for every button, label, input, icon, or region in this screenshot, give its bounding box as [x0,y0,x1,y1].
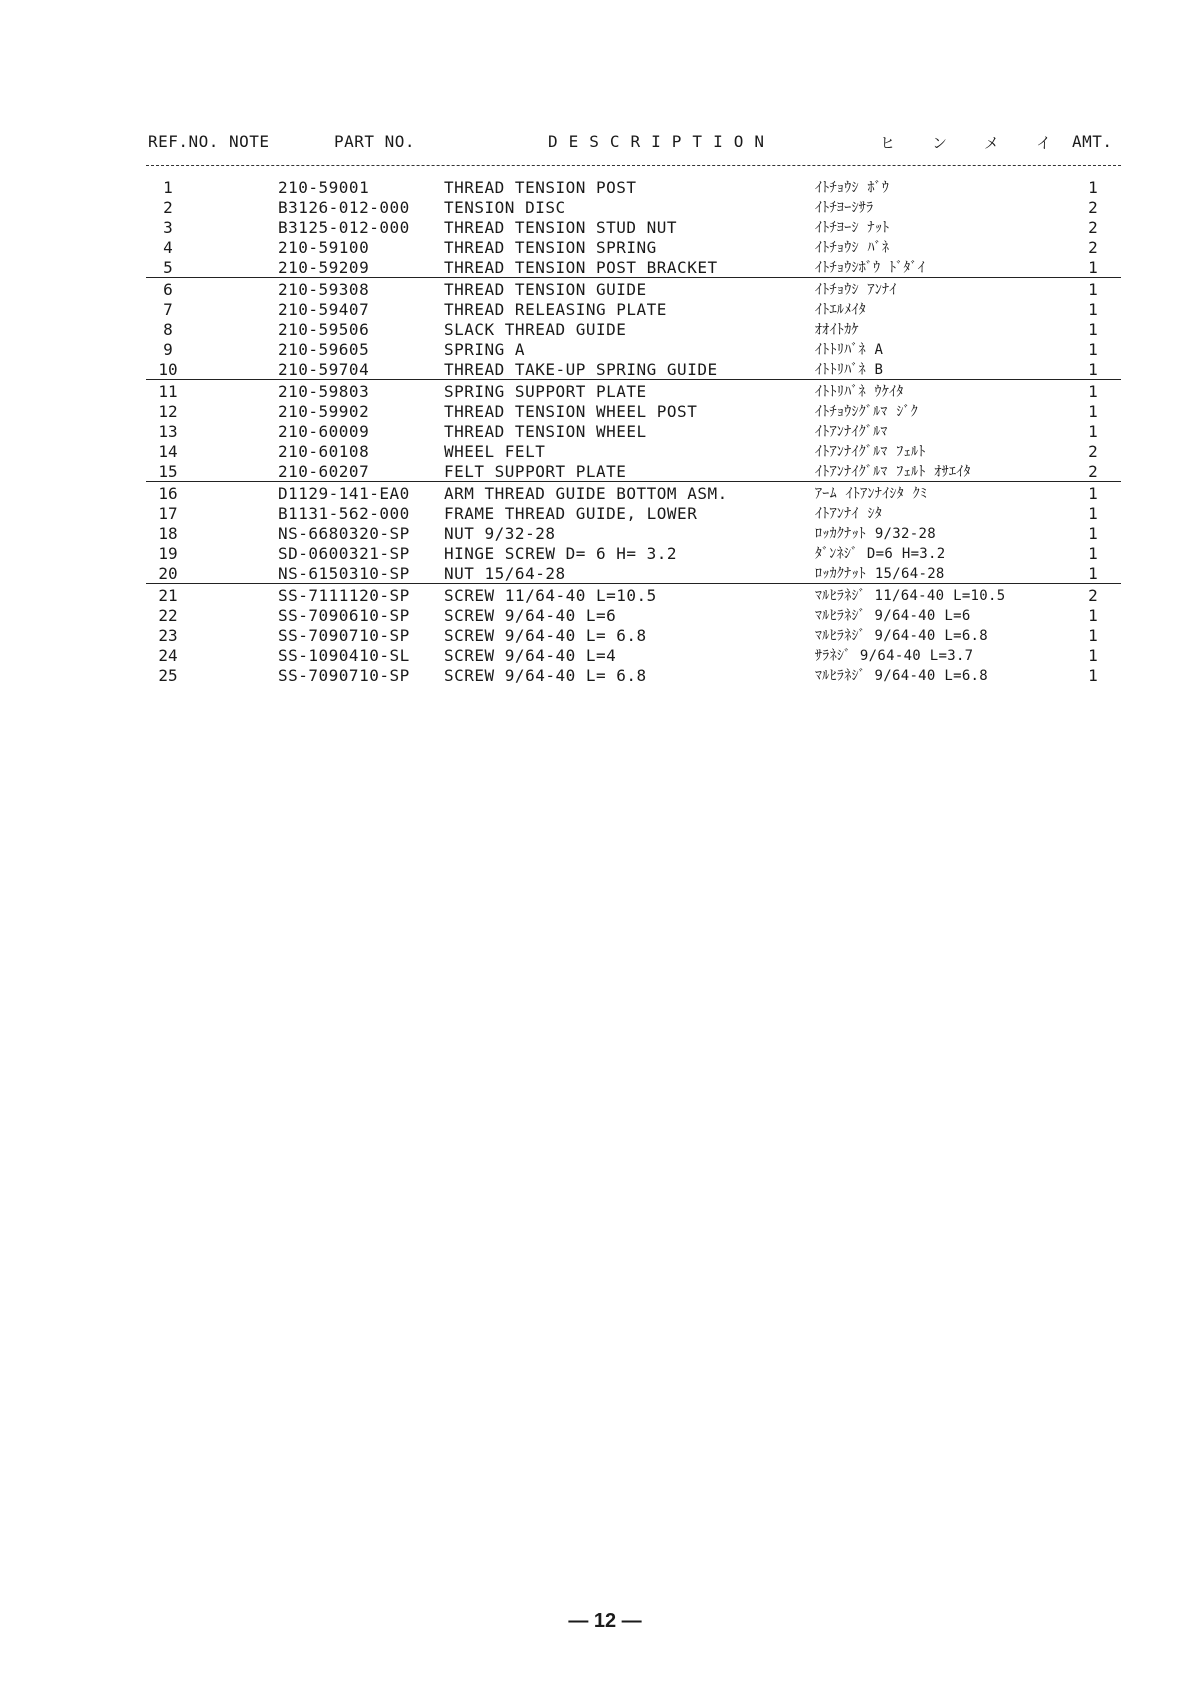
table-row [0,484,1190,504]
description-cell: SCREW 9/64-40 L= 6.8 [444,626,647,645]
header-amt: AMT. [1072,132,1113,151]
ref-no-cell: 9 [163,340,173,359]
part-no-cell: SD-0600321-SP [278,544,410,563]
table-row [0,666,1190,686]
kana-name-cell: ｲﾄﾄﾘﾊﾞﾈ A [815,342,884,358]
part-no-cell: NS-6680320-SP [278,524,410,543]
kana-name-cell: ﾏﾙﾋﾗﾈｼﾞ 11/64-40 L=10.5 [815,588,1006,604]
ref-no-cell: 7 [163,300,173,319]
header-hinmei: ヒ ン メ イ [880,134,1066,152]
amount-cell: 1 [1088,524,1098,543]
ref-no-cell: 23 [158,626,178,645]
amount-cell: 1 [1088,646,1098,665]
kana-name-cell: ｲﾄﾁﾖｰｼ ﾅｯﾄ [815,220,890,236]
kana-name-cell: ｲﾄｱﾝﾅｲｸﾞﾙﾏ ﾌｪﾙﾄ [815,444,926,460]
header-part-no: PART NO. [334,132,416,151]
group-separator [146,379,1121,380]
amount-cell: 1 [1088,178,1098,197]
amount-cell: 1 [1088,626,1098,645]
description-cell: THREAD TAKE-UP SPRING GUIDE [444,360,718,379]
part-no-cell: 210-60009 [278,422,370,441]
description-cell: SPRING SUPPORT PLATE [444,382,647,401]
part-no-cell: SS-1090410-SL [278,646,410,665]
kana-name-cell: ｲﾄｱﾝﾅｲｸﾞﾙﾏ [815,424,888,440]
part-no-cell: 210-60108 [278,442,370,461]
ref-no-cell: 6 [163,280,173,299]
header-dashed-rule [146,165,1121,166]
ref-no-cell: 3 [163,218,173,237]
ref-no-cell: 15 [158,462,178,481]
kana-name-cell: ｲﾄﾁﾖｰｼｻﾗ [815,200,874,216]
group-separator [146,277,1121,278]
amount-cell: 1 [1088,340,1098,359]
description-cell: SCREW 9/64-40 L= 6.8 [444,666,647,685]
table-row [0,564,1190,584]
amount-cell: 2 [1088,238,1098,257]
description-cell: ARM THREAD GUIDE BOTTOM ASM. [444,484,728,503]
table-row [0,280,1190,300]
description-cell: SLACK THREAD GUIDE [444,320,627,339]
kana-name-cell: ｲﾄﾄﾘﾊﾞﾈ B [815,362,884,378]
part-no-cell: 210-59100 [278,238,370,257]
table-row [0,442,1190,462]
part-no-cell: B3125-012-000 [278,218,410,237]
table-row [0,646,1190,666]
table-row [0,544,1190,564]
part-no-cell: 210-59704 [278,360,370,379]
amount-cell: 1 [1088,504,1098,523]
ref-no-cell: 14 [158,442,178,461]
part-no-cell: NS-6150310-SP [278,564,410,583]
part-no-cell: 210-59605 [278,340,370,359]
part-no-cell: SS-7090710-SP [278,666,410,685]
description-cell: THREAD TENSION GUIDE [444,280,647,299]
description-cell: THREAD TENSION POST BRACKET [444,258,718,277]
part-no-cell: SS-7111120-SP [278,586,410,605]
part-no-cell: 210-59407 [278,300,370,319]
kana-name-cell: ｲﾄｱﾝﾅｲｸﾞﾙﾏ ﾌｪﾙﾄ ｵｻｴｲﾀ [815,464,971,480]
part-no-cell: SS-7090610-SP [278,606,410,625]
description-cell: HINGE SCREW D= 6 H= 3.2 [444,544,678,563]
ref-no-cell: 4 [163,238,173,257]
kana-name-cell: ｲﾄﾁｮｳｼ ｱﾝﾅｲ [815,282,897,298]
header-note: NOTE [229,132,270,151]
amount-cell: 1 [1088,360,1098,379]
part-no-cell: SS-7090710-SP [278,626,410,645]
amount-cell: 1 [1088,606,1098,625]
kana-name-cell: ｲﾄｱﾝﾅｲ ｼﾀ [815,506,883,522]
table-row [0,198,1190,218]
part-no-cell: D1129-141-EA0 [278,484,410,503]
amount-cell: 1 [1088,280,1098,299]
part-no-cell: 210-59001 [278,178,370,197]
part-no-cell: B3126-012-000 [278,198,410,217]
table-row [0,258,1190,278]
amount-cell: 1 [1088,666,1098,685]
kana-name-cell: ｱｰﾑ ｲﾄｱﾝﾅｲｼﾀ ｸﾐ [815,486,928,502]
table-row [0,360,1190,380]
amount-cell: 1 [1088,484,1098,503]
table-row [0,382,1190,402]
table-row [0,178,1190,198]
ref-no-cell: 1 [163,178,173,197]
amount-cell: 1 [1088,382,1098,401]
page-number: — 12 — [568,1610,642,1632]
part-no-cell: 210-59209 [278,258,370,277]
header-ref-no: REF.NO. [148,132,219,151]
ref-no-cell: 25 [158,666,178,685]
description-cell: THREAD TENSION SPRING [444,238,657,257]
description-cell: THREAD TENSION STUD NUT [444,218,678,237]
description-cell: NUT 9/32-28 [444,524,556,543]
ref-no-cell: 18 [158,524,178,543]
header-description: DESCRIPTION [548,132,775,151]
amount-cell: 1 [1088,300,1098,319]
ref-no-cell: 16 [158,484,178,503]
group-separator [146,583,1121,584]
table-row [0,402,1190,422]
amount-cell: 2 [1088,218,1098,237]
description-cell: SCREW 9/64-40 L=4 [444,646,617,665]
kana-name-cell: ﾛｯｶｸﾅｯﾄ 15/64-28 [815,566,945,582]
table-row [0,586,1190,606]
amount-cell: 2 [1088,586,1098,605]
amount-cell: 2 [1088,442,1098,461]
amount-cell: 2 [1088,462,1098,481]
ref-no-cell: 10 [158,360,178,379]
description-cell: THREAD TENSION WHEEL [444,422,647,441]
part-no-cell: 210-59803 [278,382,370,401]
ref-no-cell: 22 [158,606,178,625]
amount-cell: 1 [1088,564,1098,583]
kana-name-cell: ｲﾄﾁｮｳｼﾎﾞｳ ﾄﾞﾀﾞｲ [815,260,926,276]
description-cell: SCREW 9/64-40 L=6 [444,606,617,625]
description-cell: THREAD RELEASING PLATE [444,300,667,319]
ref-no-cell: 11 [158,382,178,401]
amount-cell: 1 [1088,422,1098,441]
table-row [0,320,1190,340]
description-cell: NUT 15/64-28 [444,564,566,583]
description-cell: FRAME THREAD GUIDE, LOWER [444,504,698,523]
kana-name-cell: ｲﾄﾄﾘﾊﾞﾈ ｳｹｲﾀ [815,384,904,400]
part-no-cell: 210-59308 [278,280,370,299]
kana-name-cell: ﾏﾙﾋﾗﾈｼﾞ 9/64-40 L=6 [815,608,971,624]
part-no-cell: 210-59506 [278,320,370,339]
table-row [0,340,1190,360]
ref-no-cell: 19 [158,544,178,563]
kana-name-cell: ｵｵｲﾄｶｹ [815,322,859,338]
table-row [0,238,1190,258]
amount-cell: 1 [1088,544,1098,563]
table-row [0,626,1190,646]
description-cell: SCREW 11/64-40 L=10.5 [444,586,657,605]
ref-no-cell: 5 [163,258,173,277]
kana-name-cell: ﾏﾙﾋﾗﾈｼﾞ 9/64-40 L=6.8 [815,668,989,684]
description-cell: SPRING A [444,340,526,359]
ref-no-cell: 2 [163,198,173,217]
ref-no-cell: 8 [163,320,173,339]
kana-name-cell: ｲﾄﾁｮｳｼ ﾊﾞﾈ [815,240,890,256]
part-no-cell: 210-59902 [278,402,370,421]
ref-no-cell: 13 [158,422,178,441]
table-row [0,422,1190,442]
kana-name-cell: ﾀﾞﾝﾈｼﾞ D=6 H=3.2 [815,546,946,562]
ref-no-cell: 21 [158,586,178,605]
part-no-cell: 210-60207 [278,462,370,481]
table-row [0,300,1190,320]
amount-cell: 1 [1088,402,1098,421]
table-row [0,504,1190,524]
ref-no-cell: 17 [158,504,178,523]
table-row [0,218,1190,238]
description-cell: TENSION DISC [444,198,566,217]
kana-name-cell: ﾛｯｶｸﾅｯﾄ 9/32-28 [815,526,936,542]
part-no-cell: B1131-562-000 [278,504,410,523]
table-row [0,606,1190,626]
amount-cell: 1 [1088,258,1098,277]
amount-cell: 1 [1088,320,1098,339]
amount-cell: 2 [1088,198,1098,217]
description-cell: THREAD TENSION POST [444,178,637,197]
kana-name-cell: ﾏﾙﾋﾗﾈｼﾞ 9/64-40 L=6.8 [815,628,989,644]
description-cell: THREAD TENSION WHEEL POST [444,402,698,421]
kana-name-cell: ｲﾄｴﾙﾒｲﾀ [815,302,867,318]
ref-no-cell: 12 [158,402,178,421]
table-row [0,524,1190,544]
group-separator [146,481,1121,482]
kana-name-cell: ｲﾄﾁｮｳｼ ﾎﾞｳ [815,180,890,196]
ref-no-cell: 24 [158,646,178,665]
description-cell: FELT SUPPORT PLATE [444,462,627,481]
table-row [0,462,1190,482]
ref-no-cell: 20 [158,564,178,583]
description-cell: WHEEL FELT [444,442,546,461]
kana-name-cell: ｻﾗﾈｼﾞ 9/64-40 L=3.7 [815,648,974,664]
kana-name-cell: ｲﾄﾁｮｳｼｸﾞﾙﾏ ｼﾞｸ [815,404,919,420]
